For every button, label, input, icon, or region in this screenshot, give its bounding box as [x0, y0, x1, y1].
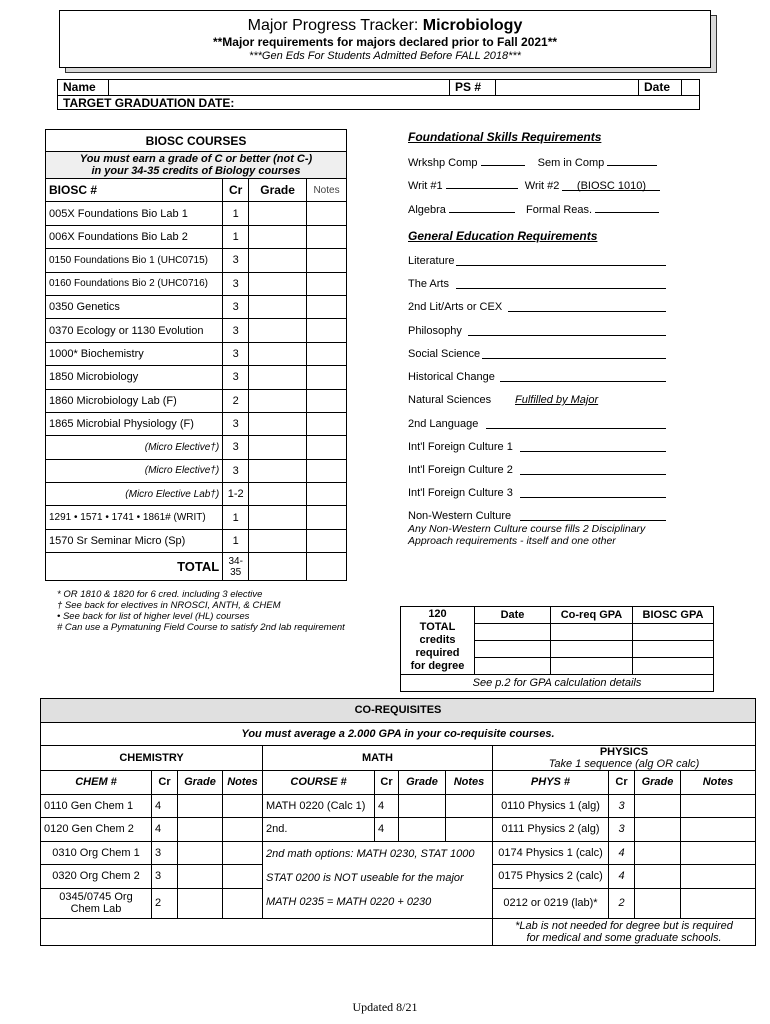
notes-cell[interactable] — [307, 272, 347, 295]
col-notes: Notes — [446, 771, 493, 795]
notes-cell[interactable] — [307, 529, 347, 552]
grade-cell[interactable] — [249, 436, 307, 459]
grade-cell[interactable] — [249, 412, 307, 435]
col-biosc-number: BIOSC # — [46, 179, 223, 202]
total-row — [46, 553, 347, 581]
footnote: † See back for electives in NROSCI, ANTH, & CHEM — [57, 600, 281, 611]
phys-cr: 3 — [609, 818, 635, 842]
col-notes: Notes — [307, 179, 347, 202]
course-cr: 1 — [223, 202, 249, 225]
writ2-label: Writ #2 — [524, 180, 560, 192]
gened-label: Historical Change — [408, 371, 495, 383]
gened-item — [408, 487, 513, 500]
gened-item — [408, 441, 513, 454]
grade-cell[interactable] — [178, 841, 223, 865]
name-label: Name — [63, 80, 96, 94]
grade-cell[interactable] — [178, 818, 223, 842]
phys-cr: 2 — [609, 888, 635, 918]
table-row — [41, 794, 756, 818]
grade-cell[interactable] — [249, 295, 307, 318]
writ-line — [408, 178, 660, 193]
coreq-gpa-cell[interactable] — [551, 624, 633, 641]
gened-blank[interactable] — [520, 487, 666, 498]
credits-line: for degree — [410, 660, 465, 672]
gpa-footnote: See p.2 for GPA calculation details — [401, 675, 714, 692]
algebra-label: Algebra — [408, 204, 446, 216]
physics-lab-note — [493, 918, 756, 945]
formal-reas-label: Formal Reas. — [526, 204, 593, 216]
notes-cell[interactable] — [446, 794, 493, 818]
gened-label: The Arts — [408, 278, 449, 290]
phys-cr: 4 — [609, 865, 635, 889]
table-row — [46, 436, 347, 459]
physics-lab-note-line2: for medical and some graduate schools. — [526, 931, 722, 944]
course-cr: 3 — [223, 295, 249, 318]
biosc-title: BIOSC COURSES — [46, 130, 347, 152]
total-notes-cell[interactable] — [307, 553, 347, 581]
math-note-line: 2nd math options: MATH 0230, STAT 1000 — [266, 847, 475, 860]
col-date: Date — [475, 607, 551, 624]
table-row — [46, 529, 347, 552]
notes-cell[interactable] — [307, 436, 347, 459]
course-cr: 3 — [223, 412, 249, 435]
col-grade: Grade — [635, 771, 681, 795]
table-row — [46, 459, 347, 482]
sem-comp-label: Sem in Comp — [537, 157, 605, 169]
table-row — [46, 366, 347, 389]
page-title — [60, 17, 710, 35]
course-name: 1865 Microbial Physiology (F) — [46, 412, 223, 435]
footnote: • See back for list of higher level (HL) courses — [57, 611, 250, 622]
notes-cell[interactable] — [223, 818, 263, 842]
math-heading: MATH — [263, 746, 493, 771]
table-row — [46, 272, 347, 295]
course-name: 1570 Sr Seminar Micro (Sp) — [46, 529, 223, 552]
course-cr: 3 — [223, 436, 249, 459]
grade-cell[interactable] — [249, 459, 307, 482]
date-cell[interactable] — [475, 658, 551, 675]
col-cr: Cr — [609, 771, 635, 795]
chem-cr: 2 — [152, 888, 178, 918]
notes-cell[interactable] — [223, 841, 263, 865]
notes-cell[interactable] — [307, 202, 347, 225]
gened-label: Int'l Foreign Culture 3 — [408, 487, 513, 499]
date-cell[interactable] — [475, 624, 551, 641]
math-cr: 4 — [375, 794, 399, 818]
coreq-title: CO-REQUISITES — [41, 699, 756, 723]
algebra-blank[interactable] — [449, 202, 515, 213]
notes-cell[interactable] — [307, 366, 347, 389]
title-subject: Microbiology — [422, 17, 523, 34]
biosc-requirement-note — [46, 152, 347, 179]
student-info-box — [57, 79, 700, 110]
gened-label: 2nd Language — [408, 418, 479, 430]
gened-item — [408, 278, 449, 291]
grade-cell[interactable] — [249, 389, 307, 412]
nonwestern-blank[interactable] — [520, 510, 666, 521]
algebra-line — [408, 202, 659, 217]
course-cr: 3 — [223, 459, 249, 482]
notes-cell[interactable] — [681, 794, 756, 818]
col-math-course: COURSE # — [263, 771, 375, 795]
notes-cell[interactable] — [223, 865, 263, 889]
chem-cr: 4 — [152, 794, 178, 818]
course-name: 1860 Microbiology Lab (F) — [46, 389, 223, 412]
notes-cell[interactable] — [307, 319, 347, 342]
table-row — [41, 818, 756, 842]
target-graduation-label: TARGET GRADUATION DATE: — [63, 96, 235, 110]
gened-blank[interactable] — [500, 371, 666, 382]
notes-cell[interactable] — [681, 841, 756, 865]
chem-course: 0320 Org Chem 2 — [41, 865, 152, 889]
col-notes: Notes — [681, 771, 756, 795]
gened-label: Int'l Foreign Culture 2 — [408, 464, 513, 476]
course-name: 0150 Foundations Bio 1 (UHC0715) — [46, 249, 223, 272]
course-cr: 1 — [223, 506, 249, 529]
course-name: 0370 Ecology or 1130 Evolution — [46, 319, 223, 342]
notes-cell[interactable] — [681, 865, 756, 889]
course-cr: 2 — [223, 389, 249, 412]
physics-heading: PHYSICS — [599, 746, 649, 758]
gened-item — [408, 325, 462, 338]
gened-blank[interactable] — [456, 278, 666, 289]
notes-cell[interactable] — [307, 459, 347, 482]
credits-line: credits — [419, 634, 456, 646]
total-cr: 34-35 — [223, 553, 249, 581]
gened-item — [408, 464, 513, 477]
course-name: 0160 Foundations Bio 2 (UHC0716) — [46, 272, 223, 295]
grade-cell[interactable] — [635, 818, 681, 842]
biosc-gpa-cell[interactable] — [633, 624, 714, 641]
coreq-gpa-cell[interactable] — [551, 658, 633, 675]
col-grade: Grade — [178, 771, 223, 795]
grade-cell[interactable] — [635, 865, 681, 889]
col-cr: Cr — [375, 771, 399, 795]
physics-subheading: Take 1 sequence (alg OR calc) — [548, 758, 700, 770]
page-note: ***Gen Eds For Students Admitted Before FALL 2018*** — [249, 50, 521, 62]
math-options-note — [263, 841, 493, 918]
credits-line: required — [415, 647, 460, 659]
col-grade: Grade — [249, 179, 307, 202]
grade-cell[interactable] — [178, 794, 223, 818]
nonwestern-note-line2: Approach requirements - itself and one other — [408, 535, 616, 547]
chem-course: 0110 Gen Chem 1 — [41, 794, 152, 818]
chem-course: 0310 Org Chem 1 — [41, 841, 152, 865]
gened-blank[interactable] — [468, 325, 666, 336]
biosc-req-line2: in your 34-35 credits of Biology courses — [91, 165, 301, 177]
physics-lab-note-line1: *Lab is not needed for degree but is required — [515, 919, 733, 932]
coreq-subtitle: You must average a 2.000 GPA in your co-requisite courses. — [41, 722, 756, 746]
phys-course: 0175 Physics 2 (calc) — [493, 865, 609, 889]
nonwestern-line — [408, 510, 511, 523]
total-grade-cell[interactable] — [249, 553, 307, 581]
notes-cell[interactable] — [681, 888, 756, 918]
grade-cell[interactable] — [249, 202, 307, 225]
col-notes: Notes — [223, 771, 263, 795]
wrkshp-comp-blank[interactable] — [481, 155, 525, 166]
grade-cell[interactable] — [635, 794, 681, 818]
wrkshp-comp-line — [408, 155, 657, 170]
nonwestern-note — [408, 523, 645, 547]
table-row — [46, 295, 347, 318]
notes-cell[interactable] — [446, 818, 493, 842]
writ2-value: (BIOSC 1010) — [562, 180, 660, 191]
course-cr: 3 — [223, 249, 249, 272]
grade-cell[interactable] — [249, 366, 307, 389]
grade-cell[interactable] — [249, 319, 307, 342]
title-prefix: Major Progress Tracker: — [247, 17, 419, 34]
math-note-line: STAT 0200 is NOT useable for the major — [266, 871, 464, 884]
math-cr: 4 — [375, 818, 399, 842]
physics-heading-cell — [493, 746, 756, 771]
natural-sciences-line — [408, 394, 599, 407]
notes-cell[interactable] — [307, 342, 347, 365]
gened-blank[interactable] — [456, 255, 666, 266]
course-cr: 3 — [223, 319, 249, 342]
table-row — [46, 202, 347, 225]
course-cr: 3 — [223, 366, 249, 389]
credits-line: 120 — [428, 608, 447, 620]
notes-cell[interactable] — [307, 483, 347, 506]
course-name: 1000* Biochemistry — [46, 342, 223, 365]
table-row — [46, 506, 347, 529]
grade-cell[interactable] — [249, 529, 307, 552]
gened-item — [408, 255, 454, 268]
gened-item — [408, 348, 480, 361]
table-row — [41, 841, 756, 865]
col-cr: Cr — [223, 179, 249, 202]
phys-course: 0212 or 0219 (lab)* — [493, 888, 609, 918]
notes-cell[interactable] — [307, 295, 347, 318]
notes-cell[interactable] — [307, 249, 347, 272]
total-credits-label — [401, 607, 475, 675]
phys-course: 0111 Physics 2 (alg) — [493, 818, 609, 842]
grade-cell[interactable] — [249, 225, 307, 248]
notes-cell[interactable] — [307, 506, 347, 529]
nonwestern-label: Non-Western Culture — [408, 510, 512, 522]
gened-heading: General Education Requirements — [408, 229, 598, 243]
footnote: # Can use a Pymatuning Field Course to satisfy 2nd lab requirement — [57, 622, 345, 633]
coreq-blank-cell — [41, 918, 493, 945]
ps-label: PS # — [455, 80, 482, 94]
biosc-req-line1: You must earn a grade of C or better (not C-) — [79, 153, 313, 165]
table-row — [46, 249, 347, 272]
course-name: (Micro Elective†) — [46, 459, 223, 482]
col-cr: Cr — [152, 771, 178, 795]
grade-cell[interactable] — [249, 483, 307, 506]
grade-cell[interactable] — [399, 794, 446, 818]
name-field[interactable] — [109, 80, 449, 95]
notes-cell[interactable] — [307, 412, 347, 435]
math-course: MATH 0220 (Calc 1) — [263, 794, 375, 818]
date-label: Date — [644, 80, 671, 94]
col-grade: Grade — [399, 771, 446, 795]
chem-course: 0120 Gen Chem 2 — [41, 818, 152, 842]
course-cr: 1-2 — [223, 483, 249, 506]
table-row — [46, 389, 347, 412]
biosc-courses-table — [45, 129, 347, 581]
grade-cell[interactable] — [249, 342, 307, 365]
table-row — [46, 225, 347, 248]
phys-course: 0174 Physics 1 (calc) — [493, 841, 609, 865]
gened-blank[interactable] — [486, 418, 666, 429]
course-cr: 3 — [223, 342, 249, 365]
gened-item — [408, 301, 502, 314]
notes-cell[interactable] — [223, 888, 263, 918]
sem-comp-blank[interactable] — [607, 155, 657, 166]
grade-cell[interactable] — [249, 506, 307, 529]
course-cr: 1 — [223, 529, 249, 552]
notes-cell[interactable] — [681, 818, 756, 842]
writ1-blank[interactable] — [446, 178, 518, 189]
col-chem-number: CHEM # — [41, 771, 152, 795]
notes-cell[interactable] — [307, 225, 347, 248]
course-name: (Micro Elective Lab†) — [46, 483, 223, 506]
gened-blank[interactable] — [520, 441, 666, 452]
gpa-table — [400, 606, 714, 692]
course-cr: 3 — [223, 272, 249, 295]
date-field[interactable] — [682, 80, 700, 95]
chem-cr: 3 — [152, 841, 178, 865]
credits-line: TOTAL — [419, 621, 456, 633]
table-row — [46, 412, 347, 435]
biosc-gpa-cell[interactable] — [633, 658, 714, 675]
grade-cell[interactable] — [635, 888, 681, 918]
course-name: (Micro Elective†) — [46, 436, 223, 459]
gened-label: 2nd Lit/Arts or CEX — [408, 301, 503, 313]
chem-cr: 3 — [152, 865, 178, 889]
natural-sciences-value: Fulfilled by Major — [515, 394, 599, 406]
col-biosc-gpa: BIOSC GPA — [633, 607, 714, 624]
course-name: 006X Foundations Bio Lab 2 — [46, 225, 223, 248]
footnote: * OR 1810 & 1820 for 6 cred. including 3 elective — [57, 589, 263, 600]
gened-blank[interactable] — [482, 348, 666, 359]
chemistry-heading: CHEMISTRY — [41, 746, 263, 771]
phys-cr: 3 — [609, 794, 635, 818]
page-subtitle: **Major requirements for majors declared prior to Fall 2021** — [212, 35, 558, 49]
col-coreq-gpa: Co-req GPA — [551, 607, 633, 624]
nonwestern-note-line1: Any Non-Western Culture course fills 2 Disciplinary — [408, 523, 646, 535]
ps-field[interactable] — [496, 80, 638, 95]
course-name: 1850 Microbiology — [46, 366, 223, 389]
formal-reas-blank[interactable] — [595, 202, 659, 213]
math-course: 2nd. — [263, 818, 375, 842]
gened-blank[interactable] — [508, 301, 666, 312]
chem-cr: 4 — [152, 818, 178, 842]
chem-course: 0345/0745 Org Chem Lab — [41, 888, 152, 918]
biosc-footnotes — [57, 589, 377, 633]
grade-cell[interactable] — [178, 888, 223, 918]
date-cell[interactable] — [475, 641, 551, 658]
gened-label: Social Science — [408, 348, 481, 360]
table-row — [46, 319, 347, 342]
math-note-line: MATH 0235 = MATH 0220 + 0230 — [266, 895, 432, 908]
page-header — [59, 10, 711, 68]
grade-cell[interactable] — [249, 272, 307, 295]
natural-sciences-label: Natural Sciences — [408, 394, 492, 406]
gened-item — [408, 371, 495, 384]
grade-cell[interactable] — [399, 818, 446, 842]
total-label: TOTAL — [46, 553, 223, 581]
coreq-table — [40, 698, 756, 946]
course-name: 0350 Genetics — [46, 295, 223, 318]
course-name: 1291 • 1571 • 1741 • 1861# (WRIT) — [46, 506, 223, 529]
course-name: 005X Foundations Bio Lab 1 — [46, 202, 223, 225]
foundational-heading: Foundational Skills Requirements — [408, 130, 602, 144]
grade-cell[interactable] — [635, 841, 681, 865]
table-row — [46, 342, 347, 365]
course-cr: 1 — [223, 225, 249, 248]
grade-cell[interactable] — [249, 249, 307, 272]
coreq-gpa-cell[interactable] — [551, 641, 633, 658]
col-phys-number: PHYS # — [493, 771, 609, 795]
table-row — [46, 483, 347, 506]
gened-label: Int'l Foreign Culture 1 — [408, 441, 513, 453]
gened-item — [408, 418, 478, 431]
phys-cr: 4 — [609, 841, 635, 865]
phys-course: 0110 Physics 1 (alg) — [493, 794, 609, 818]
biosc-gpa-cell[interactable] — [633, 641, 714, 658]
updated-footer: Updated 8/21 — [352, 1000, 418, 1014]
notes-cell[interactable] — [307, 389, 347, 412]
wrkshp-comp-label: Wrkshp Comp — [408, 157, 478, 169]
gened-label: Philosophy — [408, 325, 462, 337]
writ1-label: Writ #1 — [408, 180, 443, 192]
grade-cell[interactable] — [178, 865, 223, 889]
gened-label: Literature — [408, 255, 455, 267]
gened-blank[interactable] — [520, 464, 666, 475]
notes-cell[interactable] — [223, 794, 263, 818]
